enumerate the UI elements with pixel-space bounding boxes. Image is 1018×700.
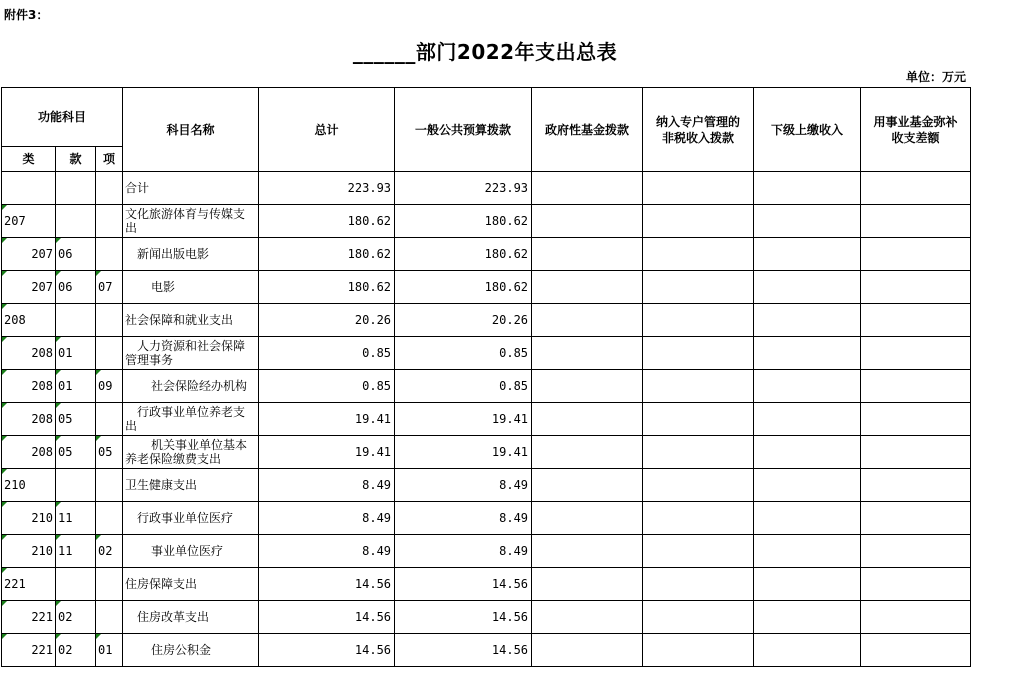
cell-marker xyxy=(56,601,61,606)
cell-subject-name xyxy=(123,370,259,403)
cell-kuan-value: 06 xyxy=(58,280,73,294)
cell-lei xyxy=(2,436,56,469)
cell-xiang-value: 02 xyxy=(98,544,113,558)
header-general-budget: 一般公共预算拨款 xyxy=(395,88,532,172)
cell-lei xyxy=(2,601,56,634)
cell-marker xyxy=(96,436,101,441)
cell-marker xyxy=(2,601,7,606)
cell-kuan-value: 06 xyxy=(58,247,73,261)
cell-marker xyxy=(2,469,7,474)
cell-shiye xyxy=(861,337,971,370)
page-title: ______部门2022年支出总表 xyxy=(352,40,618,64)
cell-gov-fund xyxy=(532,304,643,337)
cell-lei xyxy=(2,634,56,667)
cell-general-budget: 8.49 xyxy=(395,469,532,502)
cell-subject-name-value: 合计 xyxy=(125,181,150,195)
cell-kuan xyxy=(56,469,96,502)
header-superior-income: 下级上缴收入 xyxy=(754,88,861,172)
cell-kuan xyxy=(56,634,96,667)
cell-subject-name-value: 新闻出版电影 xyxy=(137,247,210,261)
cell-subject-name xyxy=(123,436,259,469)
header-subject-name: 科目名称 xyxy=(123,88,259,172)
cell-subject-name xyxy=(123,502,259,535)
header-kuan: 款 xyxy=(56,147,96,172)
cell-lei xyxy=(2,568,56,601)
cell-gov-fund xyxy=(532,172,643,205)
table-row xyxy=(2,205,971,238)
cell-marker xyxy=(56,436,61,441)
header-function-subject: 功能科目 xyxy=(2,88,123,147)
cell-shiye xyxy=(861,601,971,634)
cell-nontax xyxy=(643,205,754,238)
cell-kuan-value: 05 xyxy=(58,412,73,426)
table-row xyxy=(2,436,971,469)
cell-lei xyxy=(2,238,56,271)
table-row xyxy=(2,403,971,436)
cell-general-budget: 20.26 xyxy=(395,304,532,337)
cell-subject-name xyxy=(123,238,259,271)
table-row xyxy=(2,304,971,337)
cell-kuan xyxy=(56,535,96,568)
cell-marker xyxy=(56,502,61,507)
cell-subject-name-value: 机关事业单位基本养老保险缴费支出 xyxy=(125,438,248,466)
cell-nontax xyxy=(643,271,754,304)
cell-general-budget: 14.56 xyxy=(395,634,532,667)
cell-total: 0.85 xyxy=(259,337,395,370)
cell-total: 14.56 xyxy=(259,634,395,667)
cell-lei xyxy=(2,502,56,535)
cell-gov-fund xyxy=(532,601,643,634)
header-nontax-line2: 非税收入拨款 xyxy=(662,130,735,145)
cell-kuan xyxy=(56,304,96,337)
cell-xiang-value: 01 xyxy=(98,643,113,657)
cell-subject-name xyxy=(123,535,259,568)
cell-gov-fund xyxy=(532,238,643,271)
cell-xiang xyxy=(96,436,123,469)
cell-marker xyxy=(2,304,7,309)
cell-lei-value: 207 xyxy=(31,247,53,261)
cell-general-budget: 0.85 xyxy=(395,370,532,403)
cell-superior-income xyxy=(754,238,861,271)
header-xiang: 项 xyxy=(96,147,123,172)
table-row xyxy=(2,634,971,667)
cell-total: 14.56 xyxy=(259,568,395,601)
cell-shiye xyxy=(861,304,971,337)
cell-xiang xyxy=(96,502,123,535)
cell-gov-fund xyxy=(532,469,643,502)
cell-marker xyxy=(56,403,61,408)
cell-superior-income xyxy=(754,601,861,634)
cell-gov-fund xyxy=(532,568,643,601)
cell-kuan-value: 05 xyxy=(58,445,73,459)
cell-xiang-value: 07 xyxy=(98,280,113,294)
cell-kuan xyxy=(56,436,96,469)
cell-gov-fund xyxy=(532,271,643,304)
cell-general-budget: 180.62 xyxy=(395,271,532,304)
cell-nontax xyxy=(643,502,754,535)
cell-superior-income xyxy=(754,205,861,238)
cell-lei xyxy=(2,337,56,370)
cell-superior-income xyxy=(754,172,861,205)
cell-marker xyxy=(2,568,7,573)
cell-subject-name xyxy=(123,568,259,601)
cell-lei-value: 208 xyxy=(31,412,53,426)
cell-marker xyxy=(2,436,7,441)
cell-total: 19.41 xyxy=(259,436,395,469)
cell-kuan-value: 02 xyxy=(58,610,73,624)
cell-subject-name xyxy=(123,205,259,238)
cell-subject-name-value: 社会保障和就业支出 xyxy=(125,313,234,327)
cell-superior-income xyxy=(754,634,861,667)
cell-gov-fund xyxy=(532,436,643,469)
cell-total: 180.62 xyxy=(259,271,395,304)
cell-subject-name-value: 社会保险经办机构 xyxy=(151,379,248,393)
table-row xyxy=(2,370,971,403)
cell-lei-value: 210 xyxy=(31,511,53,525)
cell-superior-income xyxy=(754,271,861,304)
cell-marker xyxy=(96,535,101,540)
cell-kuan-value: 11 xyxy=(58,511,73,525)
table-row xyxy=(2,172,971,205)
cell-xiang xyxy=(96,205,123,238)
cell-subject-name-value: 行政事业单位医疗 xyxy=(137,511,234,525)
cell-marker xyxy=(2,271,7,276)
table-body xyxy=(2,172,971,667)
cell-lei xyxy=(2,172,56,205)
cell-xiang xyxy=(96,601,123,634)
cell-xiang xyxy=(96,337,123,370)
table-row xyxy=(2,535,971,568)
cell-lei-value: 221 xyxy=(31,643,53,657)
cell-lei-value: 207 xyxy=(31,280,53,294)
cell-marker xyxy=(2,403,7,408)
cell-marker xyxy=(56,271,61,276)
cell-shiye xyxy=(861,205,971,238)
cell-gov-fund xyxy=(532,502,643,535)
cell-shiye xyxy=(861,370,971,403)
cell-lei-value: 208 xyxy=(31,379,53,393)
cell-marker xyxy=(56,535,61,540)
cell-kuan xyxy=(56,502,96,535)
cell-kuan xyxy=(56,403,96,436)
cell-kuan xyxy=(56,568,96,601)
header-gov-fund: 政府性基金拨款 xyxy=(532,88,643,172)
table-row xyxy=(2,502,971,535)
cell-lei xyxy=(2,271,56,304)
attachment-label: 附件3： xyxy=(4,8,49,22)
cell-total: 19.41 xyxy=(259,403,395,436)
cell-subject-name-value: 住房公积金 xyxy=(151,643,212,657)
cell-lei xyxy=(2,205,56,238)
cell-shiye xyxy=(861,172,971,205)
table-row xyxy=(2,337,971,370)
cell-marker xyxy=(56,370,61,375)
cell-kuan xyxy=(56,205,96,238)
cell-lei xyxy=(2,535,56,568)
cell-xiang xyxy=(96,370,123,403)
cell-marker xyxy=(2,337,7,342)
cell-xiang xyxy=(96,568,123,601)
cell-lei xyxy=(2,403,56,436)
cell-xiang xyxy=(96,304,123,337)
cell-marker xyxy=(2,502,7,507)
cell-subject-name xyxy=(123,337,259,370)
cell-subject-name-value: 电影 xyxy=(151,280,176,294)
cell-lei-value: 210 xyxy=(4,478,26,492)
cell-gov-fund xyxy=(532,337,643,370)
cell-gov-fund xyxy=(532,205,643,238)
cell-lei-value: 207 xyxy=(4,214,26,228)
cell-marker xyxy=(96,271,101,276)
cell-total: 180.62 xyxy=(259,205,395,238)
cell-general-budget: 19.41 xyxy=(395,436,532,469)
cell-lei-value: 210 xyxy=(31,544,53,558)
cell-marker xyxy=(2,634,7,639)
cell-xiang xyxy=(96,238,123,271)
cell-kuan xyxy=(56,271,96,304)
cell-superior-income xyxy=(754,337,861,370)
cell-subject-name-value: 住房保障支出 xyxy=(125,577,198,591)
cell-kuan xyxy=(56,172,96,205)
cell-superior-income xyxy=(754,403,861,436)
cell-subject-name xyxy=(123,634,259,667)
cell-total: 0.85 xyxy=(259,370,395,403)
cell-marker xyxy=(2,205,7,210)
cell-lei-value: 208 xyxy=(4,313,26,327)
cell-general-budget: 223.93 xyxy=(395,172,532,205)
cell-marker xyxy=(56,238,61,243)
cell-shiye xyxy=(861,502,971,535)
cell-shiye xyxy=(861,271,971,304)
cell-kuan-value: 11 xyxy=(58,544,73,558)
cell-kuan xyxy=(56,370,96,403)
cell-xiang xyxy=(96,469,123,502)
table-row xyxy=(2,271,971,304)
cell-subject-name-value: 事业单位医疗 xyxy=(151,544,224,558)
cell-lei-value: 208 xyxy=(31,346,53,360)
cell-xiang-value: 05 xyxy=(98,445,113,459)
cell-shiye xyxy=(861,469,971,502)
cell-xiang xyxy=(96,535,123,568)
cell-general-budget: 8.49 xyxy=(395,535,532,568)
cell-kuan xyxy=(56,238,96,271)
cell-superior-income xyxy=(754,535,861,568)
cell-nontax xyxy=(643,436,754,469)
cell-lei-value: 221 xyxy=(31,610,53,624)
cell-superior-income xyxy=(754,436,861,469)
cell-nontax xyxy=(643,403,754,436)
cell-shiye xyxy=(861,403,971,436)
cell-subject-name-value: 卫生健康支出 xyxy=(125,478,198,492)
cell-general-budget: 19.41 xyxy=(395,403,532,436)
cell-general-budget: 0.85 xyxy=(395,337,532,370)
cell-shiye xyxy=(861,238,971,271)
cell-marker xyxy=(96,370,101,375)
cell-general-budget: 180.62 xyxy=(395,238,532,271)
cell-marker xyxy=(96,634,101,639)
header-total: 总计 xyxy=(259,88,395,172)
cell-lei-value: 208 xyxy=(31,445,53,459)
cell-gov-fund xyxy=(532,634,643,667)
cell-superior-income xyxy=(754,568,861,601)
cell-general-budget: 14.56 xyxy=(395,601,532,634)
cell-superior-income xyxy=(754,370,861,403)
cell-subject-name-value: 住房改革支出 xyxy=(137,610,210,624)
cell-kuan-value: 02 xyxy=(58,643,73,657)
table-row xyxy=(2,238,971,271)
cell-kuan xyxy=(56,601,96,634)
cell-superior-income xyxy=(754,304,861,337)
cell-xiang xyxy=(96,172,123,205)
cell-superior-income xyxy=(754,469,861,502)
cell-total: 8.49 xyxy=(259,502,395,535)
expenditure-table xyxy=(1,87,971,667)
cell-marker xyxy=(2,238,7,243)
cell-subject-name-value: 文化旅游体育与传媒支出 xyxy=(125,207,246,235)
cell-subject-name xyxy=(123,403,259,436)
cell-total: 8.49 xyxy=(259,469,395,502)
cell-total: 180.62 xyxy=(259,238,395,271)
cell-general-budget: 8.49 xyxy=(395,502,532,535)
cell-kuan-value: 01 xyxy=(58,346,73,360)
cell-shiye xyxy=(861,535,971,568)
cell-total: 8.49 xyxy=(259,535,395,568)
cell-nontax xyxy=(643,568,754,601)
cell-lei xyxy=(2,370,56,403)
header-nontax-line1: 纳入专户管理的 xyxy=(656,114,741,129)
header-shiye-line2: 收支差额 xyxy=(891,130,940,145)
cell-kuan-value: 01 xyxy=(58,379,73,393)
cell-nontax xyxy=(643,304,754,337)
header-shiye-line1: 用事业基金弥补 xyxy=(873,114,958,129)
cell-subject-name xyxy=(123,601,259,634)
cell-nontax xyxy=(643,172,754,205)
cell-kuan xyxy=(56,337,96,370)
cell-xiang xyxy=(96,271,123,304)
cell-total: 223.93 xyxy=(259,172,395,205)
cell-marker xyxy=(2,535,7,540)
unit-label: 单位：万元 xyxy=(905,70,966,84)
cell-nontax xyxy=(643,238,754,271)
cell-general-budget: 180.62 xyxy=(395,205,532,238)
cell-xiang-value: 09 xyxy=(98,379,113,393)
cell-nontax xyxy=(643,337,754,370)
cell-lei xyxy=(2,469,56,502)
cell-superior-income xyxy=(754,502,861,535)
cell-marker xyxy=(2,370,7,375)
cell-subject-name xyxy=(123,271,259,304)
cell-subject-name-value: 人力资源和社会保障管理事务 xyxy=(125,339,246,367)
header-nontax xyxy=(643,88,754,172)
cell-xiang xyxy=(96,403,123,436)
cell-nontax xyxy=(643,535,754,568)
table-row xyxy=(2,469,971,502)
header-lei: 类 xyxy=(2,147,56,172)
cell-shiye xyxy=(861,568,971,601)
table-row xyxy=(2,601,971,634)
cell-gov-fund xyxy=(532,403,643,436)
cell-subject-name xyxy=(123,304,259,337)
cell-gov-fund xyxy=(532,535,643,568)
cell-nontax xyxy=(643,601,754,634)
cell-marker xyxy=(56,634,61,639)
cell-nontax xyxy=(643,469,754,502)
cell-xiang xyxy=(96,634,123,667)
cell-subject-name xyxy=(123,172,259,205)
cell-gov-fund xyxy=(532,370,643,403)
cell-nontax xyxy=(643,634,754,667)
table-row xyxy=(2,568,971,601)
cell-subject-name-value: 行政事业单位养老支出 xyxy=(125,405,246,433)
cell-total: 14.56 xyxy=(259,601,395,634)
cell-subject-name xyxy=(123,469,259,502)
cell-shiye xyxy=(861,634,971,667)
cell-total: 20.26 xyxy=(259,304,395,337)
cell-marker xyxy=(56,337,61,342)
cell-shiye xyxy=(861,436,971,469)
header-shiye xyxy=(861,88,971,172)
cell-general-budget: 14.56 xyxy=(395,568,532,601)
cell-nontax xyxy=(643,370,754,403)
cell-lei xyxy=(2,304,56,337)
cell-lei-value: 221 xyxy=(4,577,26,591)
